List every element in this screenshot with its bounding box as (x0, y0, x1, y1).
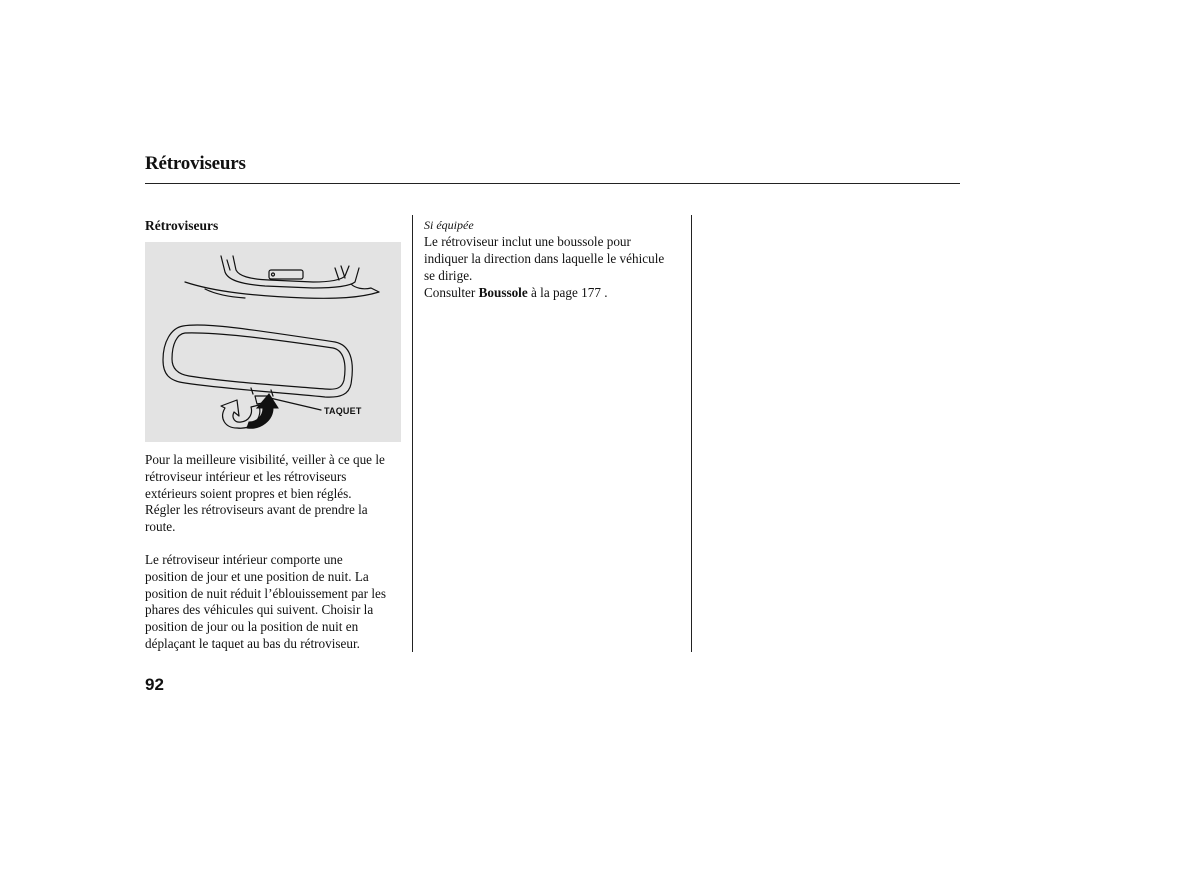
title-rule (145, 183, 960, 184)
page-title: Rétroviseurs (145, 153, 246, 174)
see-also-reference (424, 285, 608, 302)
equipment-note: Si équipée (424, 218, 474, 232)
section-heading: Rétroviseurs (145, 218, 219, 233)
page-number: 92 (145, 675, 164, 694)
visibility-paragraph: Pour la meilleure visibilité, veiller à ce que le rétroviseur intérieur et les rétroviseurs extérieurs soient propres et bien réglés. Régler les rétroviseurs avant de prendre la route. (145, 452, 385, 535)
column-divider-right (691, 215, 692, 652)
rearview-mirror-illustration (145, 242, 401, 442)
see-also-suffix: à la page 177 . (527, 285, 608, 300)
see-also-prefix: Consulter (424, 285, 479, 300)
compass-link[interactable]: Boussole (478, 285, 528, 300)
column-divider-left (412, 215, 413, 652)
compass-paragraph: Le rétroviseur inclut une boussole pour indiquer la direction dans laquelle le véhicule se dirige. (424, 234, 665, 283)
mirror-drawing (145, 242, 401, 442)
day-night-paragraph: Le rétroviseur intérieur comporte une position de jour et une position de nuit. La position de nuit réduit l’éblouissement par les phares des véhicules qui suivent. Choisir la position de jour ou la position de nuit en déplaçant le taquet au bas du rétroviseur. (145, 552, 386, 651)
tab-callout-label: TAQUET (324, 406, 362, 416)
